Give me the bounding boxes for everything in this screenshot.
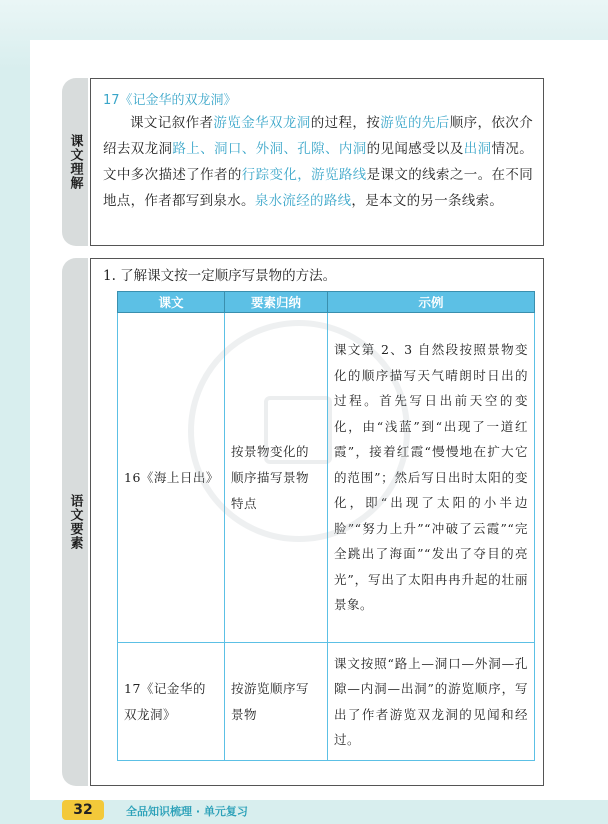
highlight-text: 路上、洞口、外洞、孔隙、内洞 [172,141,367,157]
footer-series-title: 全品知识梳理 · 单元复习 [126,805,248,818]
comparison-table [117,291,535,761]
text-run: 是课文的线索之一。在不同地点，作者都写到泉水。 [103,167,533,209]
cell-lesson: 17《记金华的双龙洞》 [118,643,225,761]
table-row [118,643,535,761]
text-run: 情况。文中多次描述了作者的 [103,141,533,183]
cell-example: 课文按照“路上—洞口—外洞—孔隙—内洞—出洞”的游览顺序，写出了作者游览双龙洞的见闻和经过。 [328,643,535,761]
lesson-summary-paragraph [103,110,533,214]
table-header-row [118,292,535,313]
highlight-text: 游览金华双龙洞 [213,115,311,131]
side-tab-label: 语文要素 [67,494,83,550]
text-run: 课文记叙作者 [130,115,214,131]
highlight-text: 泉水流经的路线 [254,193,352,209]
cell-summary: 按游览顺序写景物 [225,643,328,761]
language-elements-box [90,258,544,786]
text-run: ，是本文的另一条线索。 [351,193,504,209]
side-tab-lesson-understanding [62,78,88,246]
side-tab-language-elements [62,258,88,786]
header-example: 示例 [328,292,535,313]
lesson-title: 17《记金华的双龙洞》 [103,93,237,108]
side-tab-label: 课文理解 [67,134,83,190]
cell-lesson: 16《海上日出》 [118,313,225,643]
highlight-text: 游览的先后 [380,115,450,131]
table-row [118,313,535,643]
highlight-text: 出洞 [463,141,492,157]
header-lesson: 课文 [118,292,225,313]
cell-example: 课文第 2、3 自然段按照景物变化的顺序描写天气晴朗时日出的过程。首先写日出前天空的变化，由“浅蓝”到“出现了一道红霞”，接着红霞“慢慢地在扩大它的范围”；然后写日出时太阳的变化，即“出现了太阳的小半边脸”“努力上升”“冲破了云霞”“完全跳出了海面”“发出了夺目的亮光”，写出了太阳冉冉升起的壮丽景象。 [328,313,535,643]
cell-summary: 按景物变化的顺序描写景物特点 [225,313,328,643]
text-run: 顺序，依次介绍去双龙洞 [103,115,533,157]
text-run: 的见闻感受以及 [366,141,464,157]
highlight-text: 行踪变化，游览路线 [241,167,367,183]
page-number-badge: 32 [62,800,104,820]
header-summary: 要素归纳 [225,292,328,313]
text-run: 的过程，按 [310,115,381,131]
lesson-understanding-box [90,78,544,246]
section-subheading: 1. 了解课文按一定顺序写景物的方法。 [103,268,337,284]
